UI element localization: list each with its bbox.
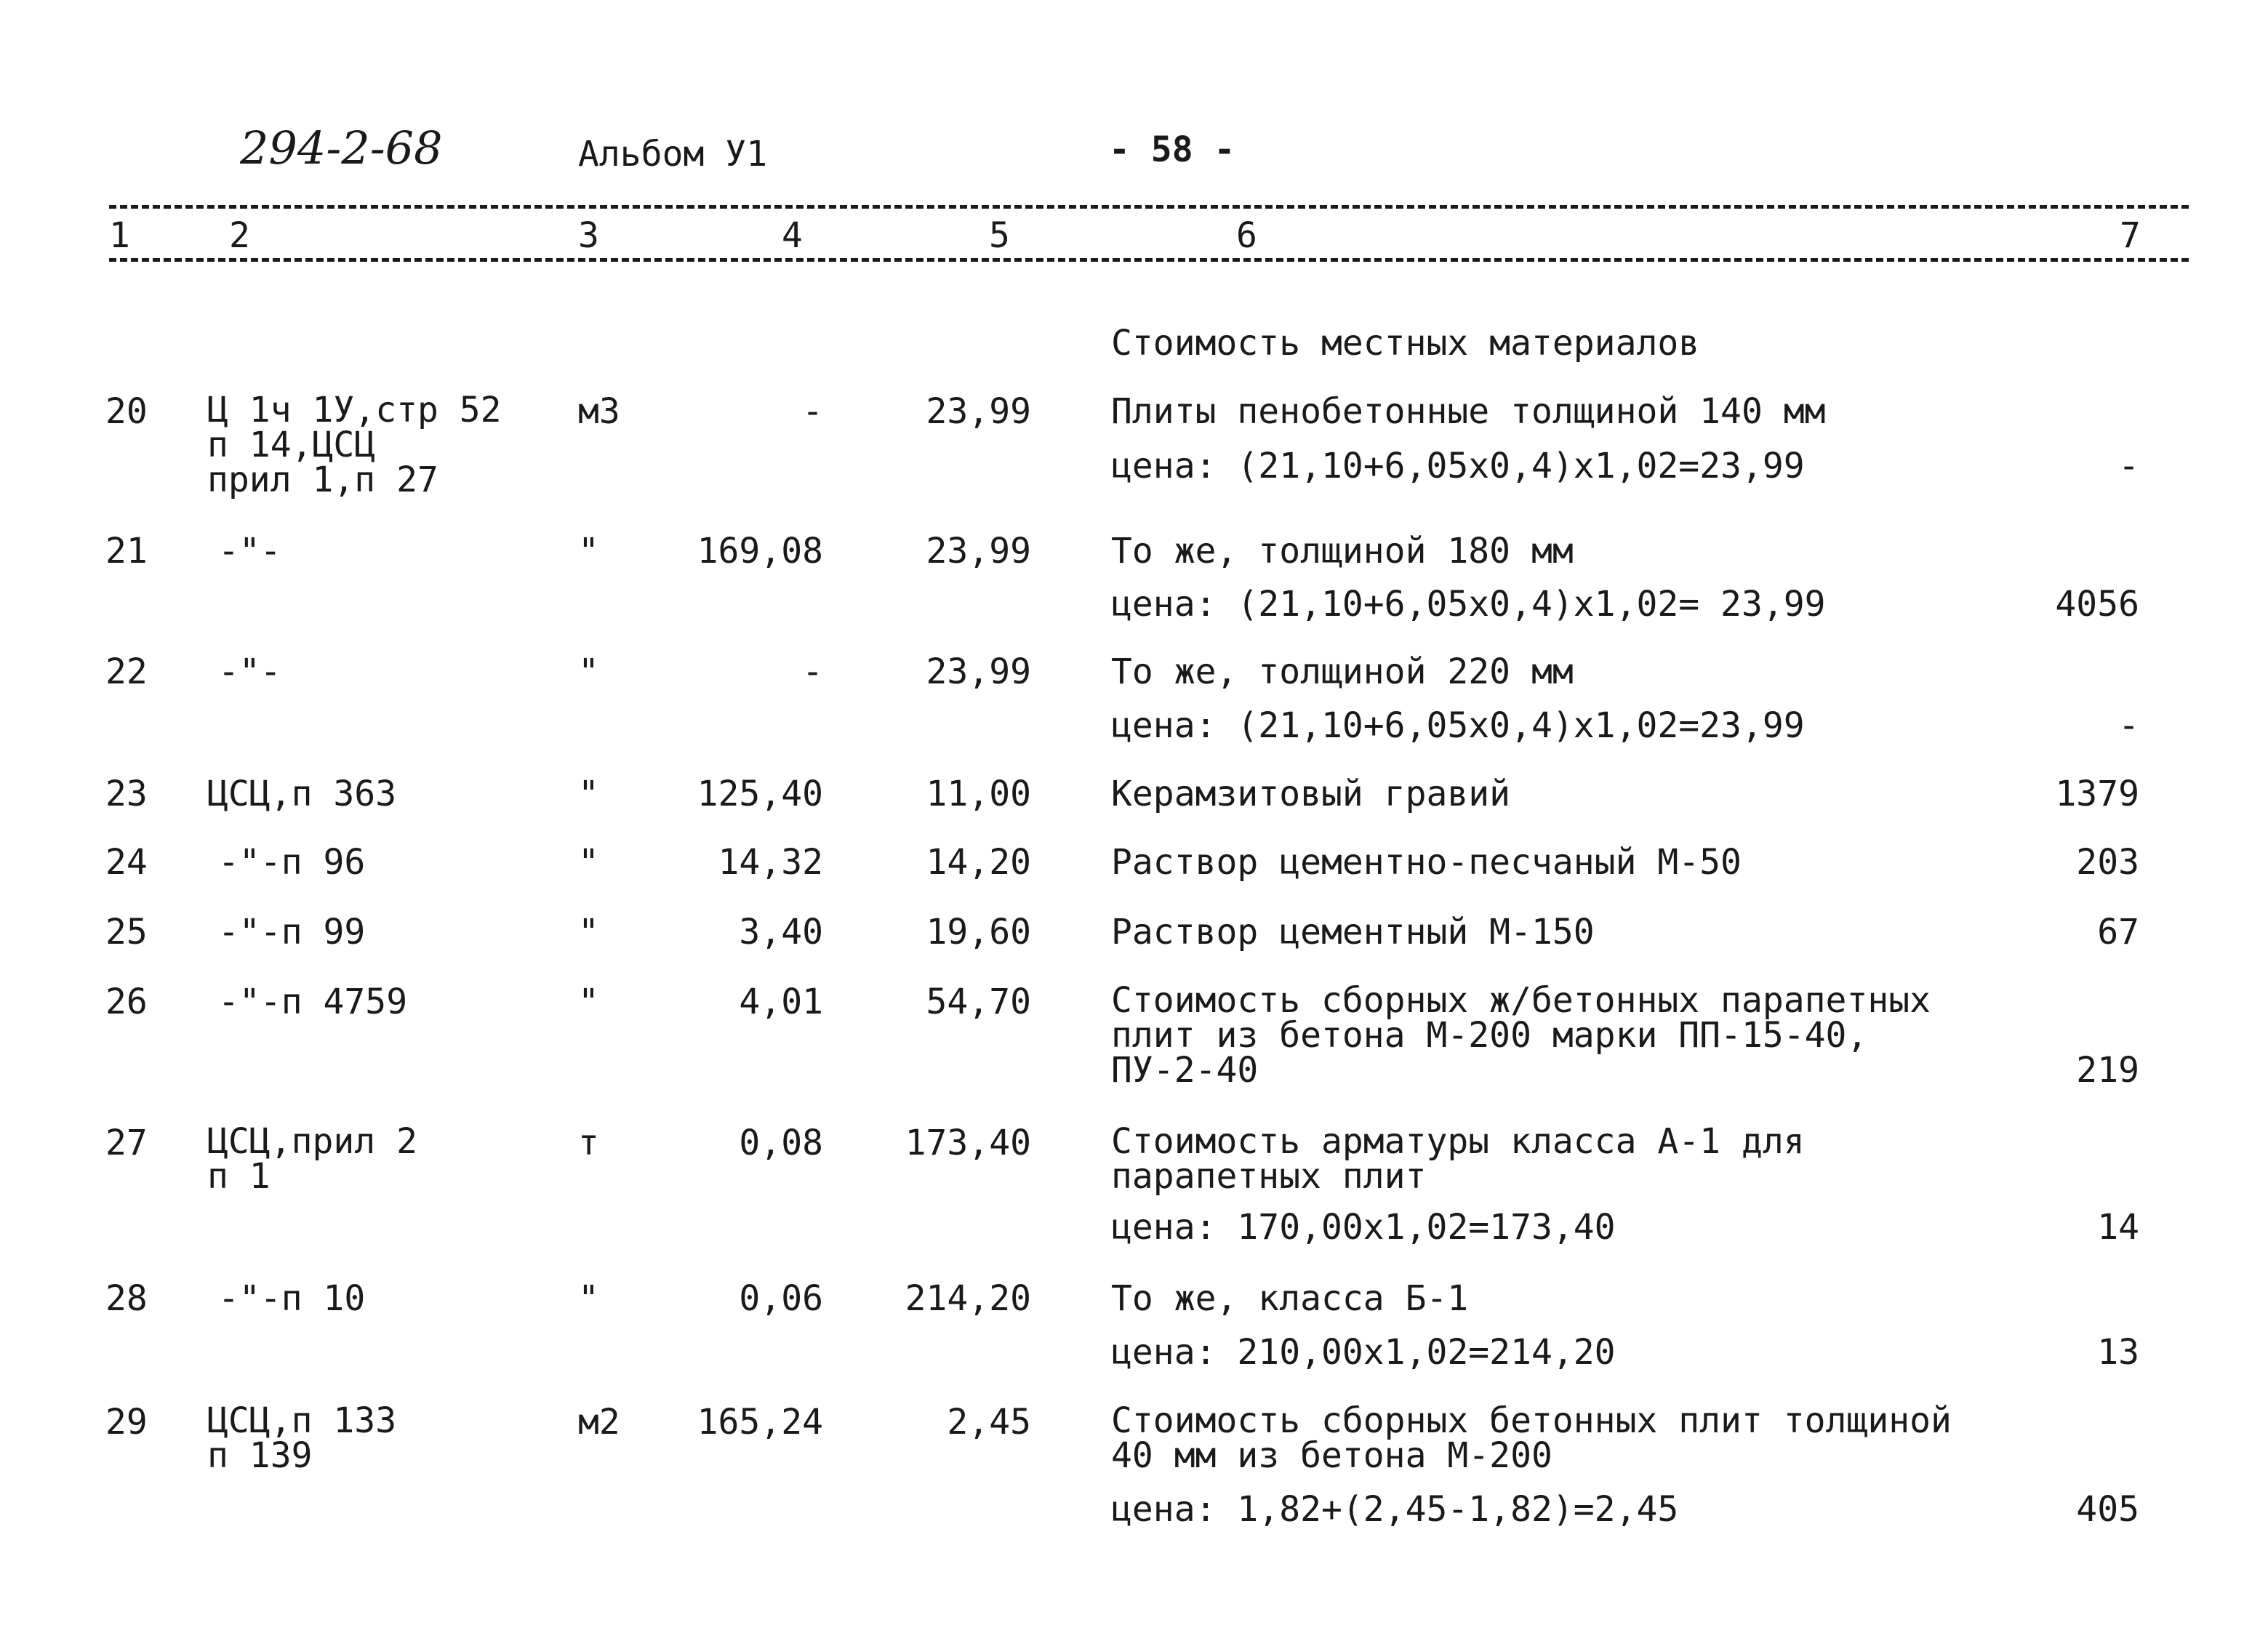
col-header-6: 6 [1236,215,1257,256]
row-price: 54,70 [926,982,1031,1022]
col-header-2: 2 [229,215,250,256]
row-number: 26 [105,982,148,1022]
row-reference: -"-п 96 [218,842,366,883]
row-description: Плиты пенобетонные толщиной 140 мм [1111,391,1826,432]
page-number: - 58 - [1109,129,1235,170]
row-description: Керамзитовый гравий [1111,774,1511,814]
row-reference: -"-п 99 [218,912,366,952]
row-quantity: 0,08 [739,1123,823,1163]
row-reference: -"-п 4759 [218,982,408,1022]
row-price: 173,40 [905,1123,1031,1163]
row-description: Раствор цементный М-150 [1111,912,1595,952]
row-unit: т [578,1123,599,1163]
row-price: 23,99 [926,391,1031,432]
row-price-formula: цена: (21,10+6,05х0,4)х1,02=23,99 [1111,705,1805,746]
row-unit: " [578,912,599,952]
row-reference: ЦСЦ,прил 2 п 1 [207,1121,417,1197]
row-quantity: 0,06 [739,1278,823,1319]
row-unit: м2 [578,1402,620,1443]
row-number: 21 [105,531,148,571]
row-reference: -"- [218,531,281,571]
row-unit: " [578,531,599,571]
row-reference: ЦСЦ,п 133 п 139 [207,1400,397,1476]
row-number: 25 [105,912,148,952]
row-price: 11,00 [926,774,1031,814]
col-header-1: 1 [109,215,130,256]
row-unit: " [578,842,599,883]
row-price-formula: цена: (21,10+6,05х0,4)х1,02=23,99 [1111,446,1805,486]
row-quantity: - [802,391,823,432]
header-rule-top [109,205,2189,209]
row-quantity: 3,40 [739,912,823,952]
row-number: 24 [105,842,148,883]
row-price-formula: цена: 170,00х1,02=173,40 [1111,1207,1616,1248]
row-unit: " [578,982,599,1022]
row-description: Стоимость арматуры класса А-1 для парапетных плит [1111,1121,1805,1197]
row-total: 203 [2076,842,2139,883]
row-quantity: 14,32 [718,842,823,883]
row-total: 1379 [2055,774,2139,814]
row-description: Раствор цементно-песчаный М-50 [1111,842,1742,883]
row-price: 2,45 [947,1402,1031,1443]
row-quantity: 169,08 [697,531,823,571]
row-total: 4056 [2055,584,2139,625]
row-unit: " [578,1278,599,1319]
row-total: 67 [2097,912,2139,952]
section-title: Стоимость местных материалов [1111,323,1700,364]
row-reference: ЦСЦ,п 363 [207,774,397,814]
row-number: 22 [105,651,148,692]
row-price: 214,20 [905,1278,1031,1319]
col-header-7: 7 [2120,215,2141,256]
row-number: 23 [105,774,148,814]
header-rule-bottom [109,258,2189,262]
row-price: 19,60 [926,912,1031,952]
col-header-5: 5 [989,215,1010,256]
row-total: - [2118,446,2139,486]
col-header-3: 3 [578,215,599,256]
row-total: 14 [2097,1207,2139,1248]
row-reference: -"-п 10 [218,1278,366,1319]
row-price: 23,99 [926,531,1031,571]
row-quantity: - [802,651,823,692]
row-quantity: 165,24 [697,1402,823,1443]
row-quantity: 4,01 [739,982,823,1022]
row-number: 27 [105,1123,148,1163]
row-total: 13 [2097,1332,2139,1373]
row-total: 405 [2076,1489,2139,1530]
row-total: 219 [2076,1050,2139,1091]
row-total: - [2118,705,2139,746]
row-description: То же, толщиной 180 мм [1111,531,1574,571]
document-number: 294-2-68 [240,121,443,174]
row-price: 23,99 [926,651,1031,692]
col-header-4: 4 [782,215,803,256]
row-price-formula: цена: (21,10+6,05х0,4)х1,02= 23,99 [1111,584,1826,625]
row-description: Стоимость сборных бетонных плит толщиной 40 мм из бетона М-200 [1111,1400,1952,1476]
row-description: Стоимость сборных ж/бетонных парапетных плит из бетона М-200 марки ПП-15-40, ПУ-2-40 [1111,980,1931,1091]
row-price: 14,20 [926,842,1031,883]
row-reference: -"- [218,651,281,692]
row-unit: м3 [578,391,620,432]
album-label: Альбом У1 [578,134,768,174]
row-reference: Ц 1ч 1У,стр 52 п 14,ЦСЦ прил 1,п 27 [207,390,502,500]
row-unit: " [578,774,599,814]
row-description: То же, класса Б-1 [1111,1278,1469,1319]
row-price-formula: цена: 210,00х1,02=214,20 [1111,1332,1616,1373]
row-number: 28 [105,1278,148,1319]
row-number: 20 [105,391,148,432]
row-description: То же, толщиной 220 мм [1111,651,1574,692]
row-unit: " [578,651,599,692]
row-number: 29 [105,1402,148,1443]
row-quantity: 125,40 [697,774,823,814]
row-price-formula: цена: 1,82+(2,45-1,82)=2,45 [1111,1489,1679,1530]
